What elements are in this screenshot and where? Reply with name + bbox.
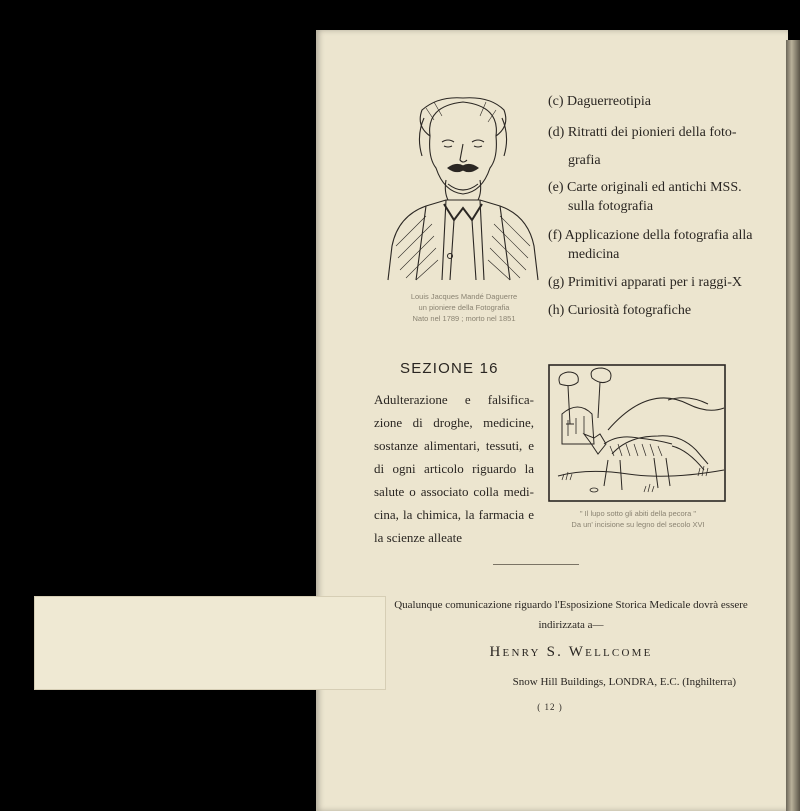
list-item-label: (f) Applicazione della fotografia alla <box>548 228 753 243</box>
list-item <box>548 228 788 244</box>
list-item <box>548 275 788 291</box>
list-item-continuation-text: grafia <box>568 153 601 168</box>
page-edge <box>786 40 800 811</box>
section-line: di ogni articolo riguardo la <box>374 461 534 476</box>
section-title: SEZIONE 16 <box>400 360 499 377</box>
list-item <box>548 180 788 196</box>
page-number: ( 12 ) <box>537 702 563 712</box>
section-line: Adulterazione e falsifica- <box>374 392 534 407</box>
list-item-continuation-text: medicina <box>568 247 620 262</box>
section-line: cina, la chimica, la farmacia e <box>374 507 534 522</box>
portrait-caption-line: Louis Jacques Mandé Daguerre <box>410 292 518 301</box>
section-line: zione di droghe, medicine, <box>374 415 534 430</box>
woodcut-caption <box>540 508 736 530</box>
woodcut-caption-line: Da un' incisione su legno del secolo XVI <box>571 520 705 529</box>
contact-address: Snow Hill Buildings, LONDRA, E.C. (Inghilterra) <box>512 676 736 688</box>
section-line: salute o associato colla medi- <box>374 484 534 499</box>
contact-notice <box>384 595 758 635</box>
list-item <box>548 303 788 319</box>
section-line: la scienze alleate <box>374 530 463 545</box>
section-line: sostanze alimentari, tessuti, e <box>374 438 534 453</box>
list-item-label: (e) Carte originali ed antichi MSS. <box>548 180 742 195</box>
woodcut-caption-line: " Il lupo sotto gli abiti della pecora " <box>579 509 697 518</box>
portrait-caption-line: Nato nel 1789 ; morto nel 1851 <box>412 314 516 323</box>
list-item-continuation <box>568 247 619 263</box>
list-item <box>548 94 788 110</box>
section-description <box>374 388 534 549</box>
daguerre-portrait-engraving <box>386 96 540 282</box>
list-item-label: (h) Curiosità fotografiche <box>548 303 692 318</box>
paper-slip <box>34 596 386 690</box>
contact-name: Henry S. Wellcome <box>489 644 653 660</box>
list-item-label: (d) Ritratti dei pionieri della foto- <box>548 125 737 140</box>
list-item-continuation <box>568 199 653 215</box>
list-item <box>548 125 788 141</box>
list-item-label: (c) Daguerreotipia <box>548 94 651 109</box>
divider-rule <box>493 564 579 565</box>
notice-line: Qualunque comunicazione riguardo l'Esposizione Storica Medicale dovrà essere <box>394 599 748 611</box>
portrait-caption <box>384 291 544 324</box>
portrait-caption-line: un pioniere della Fotografia <box>418 303 510 312</box>
wolf-woodcut-illustration <box>548 364 726 502</box>
list-item-continuation <box>568 153 601 169</box>
list-item-continuation-text: sulla fotografia <box>568 199 654 214</box>
list-item-label: (g) Primitivi apparati per i raggi-X <box>548 275 742 290</box>
notice-line: indirizzata a— <box>538 619 604 631</box>
